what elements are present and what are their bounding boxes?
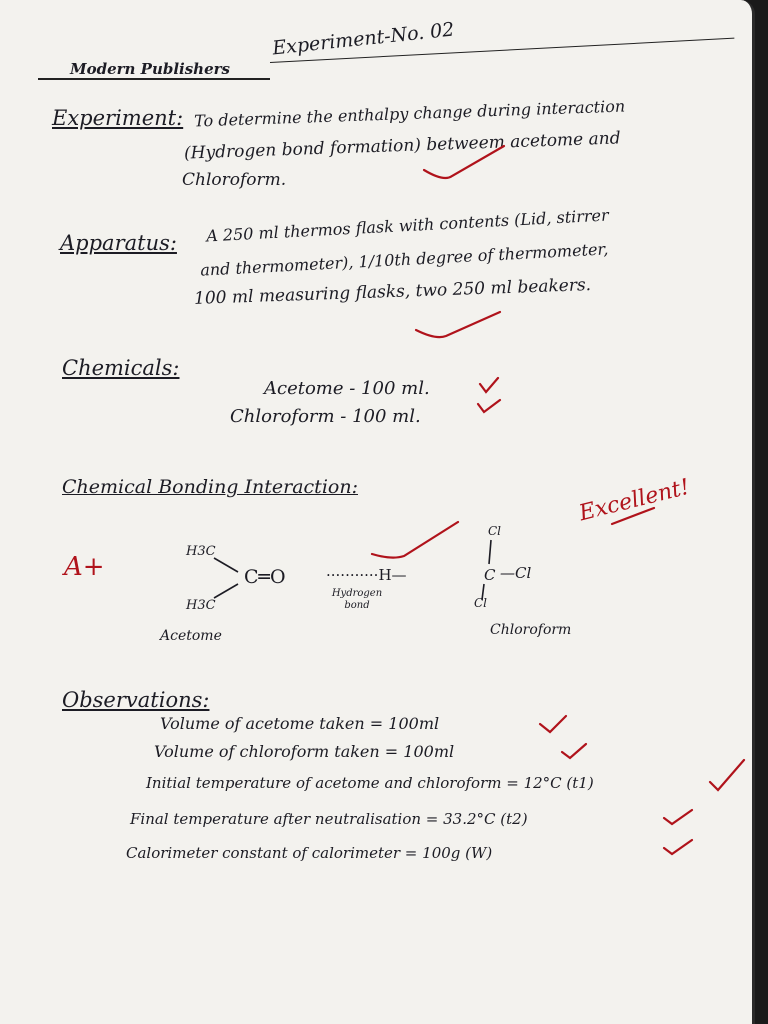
grade-mark: A+ [64, 552, 105, 582]
teacher-remark: Excellent! [576, 474, 693, 527]
apparatus-line-2: and thermometer), 1/10th degree of thermometer, [199, 239, 609, 280]
chloroform-carbon: C [484, 566, 496, 584]
acetone-label: Acetome [160, 628, 222, 644]
observations-heading: Observations: [62, 688, 210, 712]
observation-item-2: Volume of chloroform taken = 100ml [154, 742, 455, 761]
observation-item-5: Calorimeter constant of calorimeter = 100g (W) [126, 844, 493, 862]
methyl-top: H3C [186, 544, 216, 559]
publisher-name: Modern Publishers [70, 60, 230, 78]
apparatus-line-3: 100 ml measuring flasks, two 250 ml beakers. [193, 275, 592, 309]
observation-item-4: Final temperature after neutralisation = 33.2°C (t2) [130, 810, 528, 828]
methyl-bottom: H3C [186, 598, 216, 613]
experiment-number: Experiment-No. 02 [271, 18, 456, 60]
observation-item-3: Initial temperature of acetome and chloroform = 12°C (t1) [146, 774, 594, 792]
experiment-heading: Experiment: [52, 106, 184, 130]
bonding-heading: Chemical Bonding Interaction: [62, 476, 358, 498]
carbonyl-group: C═O [244, 566, 286, 588]
chloroform-label: Chloroform [490, 622, 572, 638]
hydrogen-bond-dots: ···········H— [326, 566, 407, 584]
experiment-line-3: Chloroform. [182, 170, 287, 190]
chemical-item-acetone: Acetome - 100 ml. [264, 378, 430, 399]
experiment-line-2: (Hydrogen bond formation) betweem acetome and [183, 128, 621, 164]
chemicals-heading: Chemicals: [62, 356, 180, 380]
observation-item-1: Volume of acetome taken = 100ml [160, 714, 440, 733]
apparatus-heading: Apparatus: [60, 231, 177, 255]
chlorine-right: —Cl [500, 564, 532, 582]
experiment-line-1: To determine the enthalpy change during interaction [193, 96, 626, 131]
chlorine-top: Cl [488, 524, 502, 538]
chlorine-bottom: Cl [474, 596, 488, 610]
hydrogen-bond-label: Hydrogen bond [331, 588, 383, 611]
chemical-item-chloroform: Chloroform - 100 ml. [230, 406, 421, 427]
apparatus-line-1: A 250 ml thermos flask with contents (Lid, stirrer [205, 205, 610, 246]
